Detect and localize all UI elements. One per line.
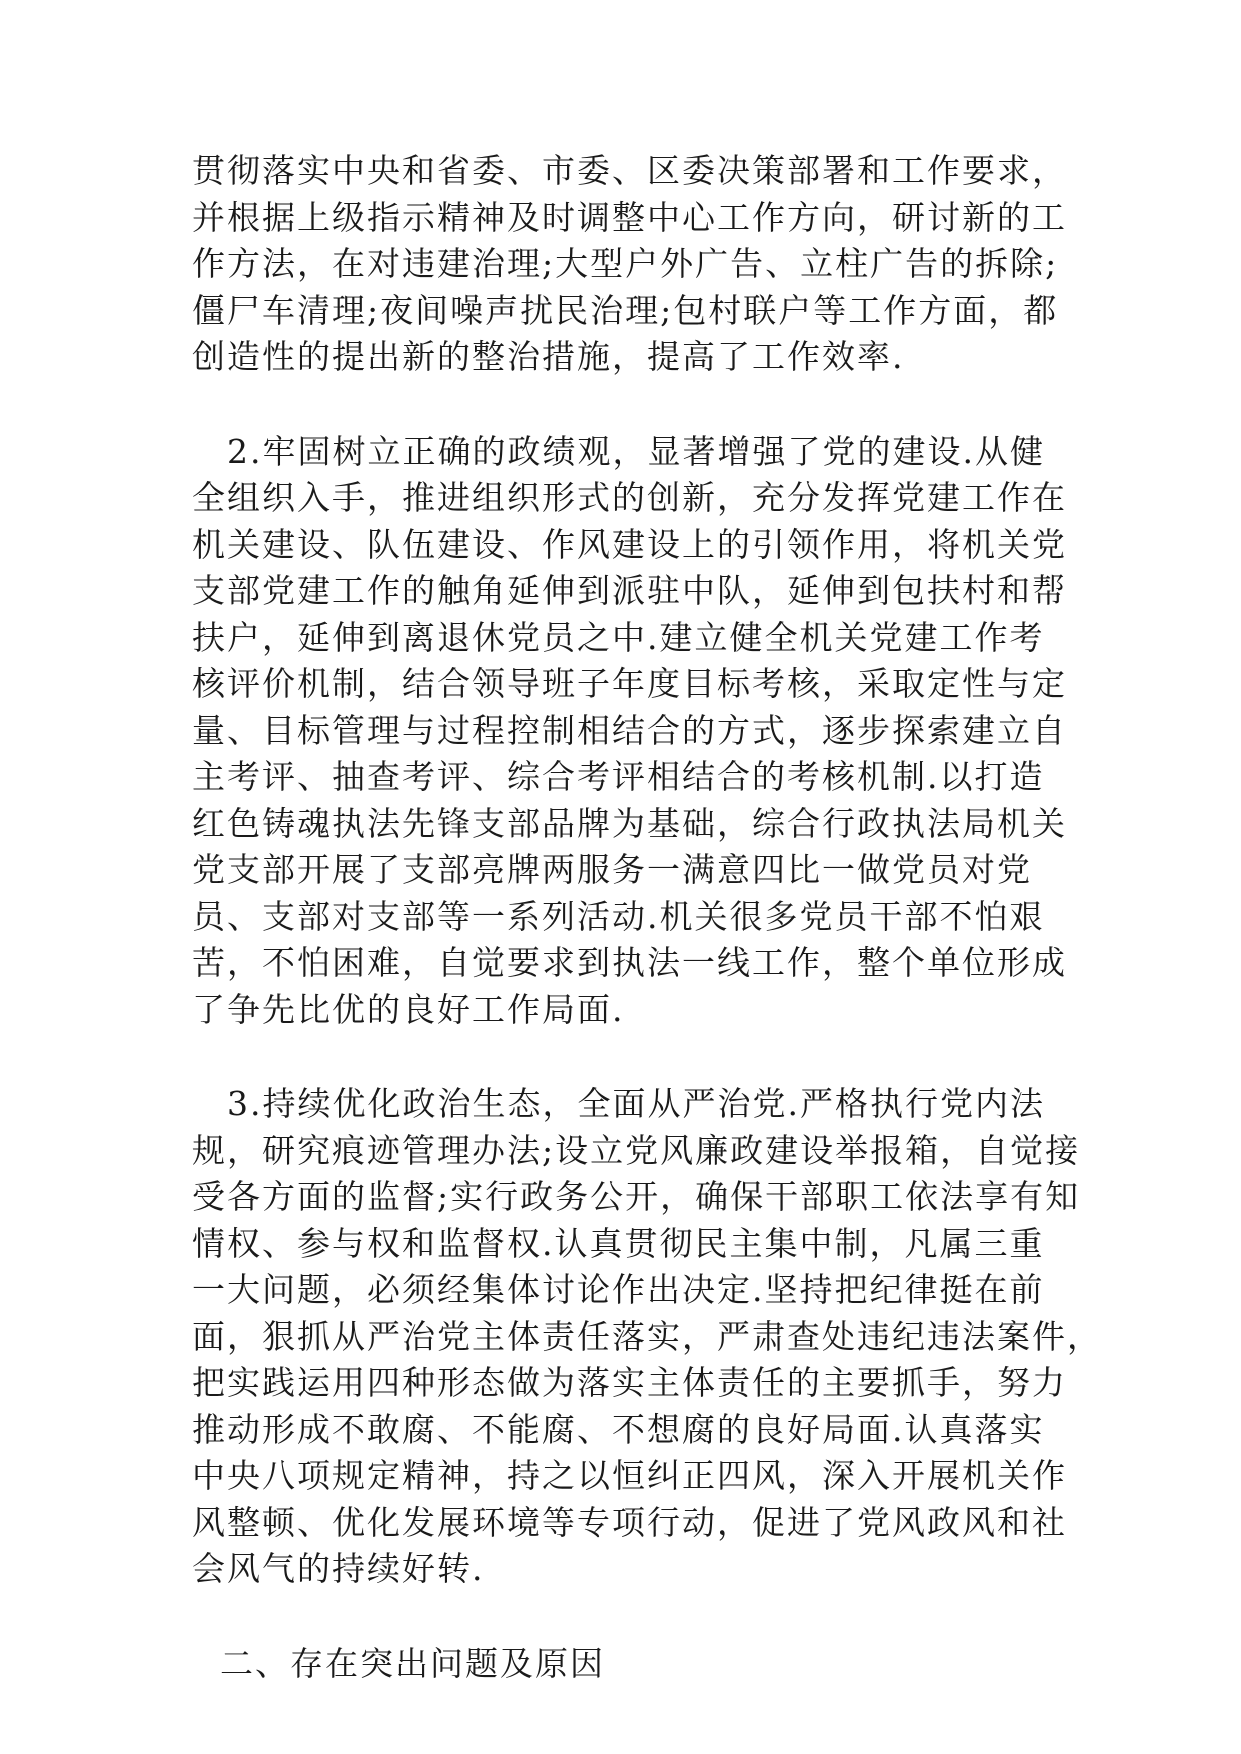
text-line: 员、支部对支部等一系列活动.机关很多党员干部不怕艰 (192, 896, 1045, 936)
text-line: 3.持续优化政治生态，全面从严治党.严格执行党内法 (192, 1084, 1045, 1123)
text-line: 机关建设、队伍建设、作风建设上的引领作用，将机关党 (192, 524, 1067, 564)
text-line: 党支部开展了支部亮牌两服务一满意四比一做党员对党 (192, 850, 1032, 889)
text-line: 作方法，在对违建治理;大型户外广告、立柱广告的拆除; (192, 244, 1059, 283)
text-line: 受各方面的监督;实行政务公开，确保干部职工依法享有知 (192, 1177, 1081, 1216)
text-line: 扶户，延伸到离退休党员之中.建立健全机关党建工作考 (192, 617, 1045, 657)
paragraph-2 (192, 429, 1067, 1034)
text-line: 了争先比优的良好工作局面. (192, 989, 625, 1029)
text-line: 风整顿、优化发展环境等专项行动，促进了党风政风和社 (192, 1502, 1067, 1542)
text-line: 苦，不怕困难，自觉要求到执法一线工作，整个单位形成 (192, 943, 1067, 982)
section-heading: 二、存在突出问题及原因 (220, 1643, 605, 1683)
document-body (192, 148, 1102, 1687)
text-line: 并根据上级指示精神及时调整中心工作方向，研讨新的工 (192, 197, 1067, 237)
text-line: 把实践运用四种形态做为落实主体责任的主要抓手，努力 (192, 1363, 1067, 1402)
text-line: 推动形成不敢腐、不能腐、不想腐的良好局面.认真落实 (192, 1409, 1045, 1449)
text-line: 一大问题，必须经集体讨论作出决定.坚持把纪律挺在前 (192, 1270, 1045, 1309)
text-line: 中央八项规定精神，持之以恒纠正四风，深入开展机关作 (192, 1456, 1067, 1495)
text-line: 支部党建工作的触角延伸到派驻中队，延伸到包扶村和帮 (192, 571, 1067, 610)
text-line: 红色铸魂执法先锋支部品牌为基础，综合行政执法局机关 (192, 803, 1067, 843)
paragraph-1 (192, 148, 1067, 381)
text-line: 贯彻落实中央和省委、市委、区委决策部署和工作要求， (192, 151, 1067, 190)
text-line: 主考评、抽查考评、综合考评相结合的考核机制.以打造 (192, 757, 1045, 796)
text-line: 规，研究痕迹管理办法;设立党风廉政建设举报箱，自觉接 (192, 1130, 1081, 1170)
text-line: 情权、参与权和监督权.认真贯彻民主集中制，凡属三重 (192, 1223, 1045, 1263)
text-line: 核评价机制，结合领导班子年度目标考核，采取定性与定 (192, 664, 1067, 703)
text-line: 量、目标管理与过程控制相结合的方式，逐步探索建立自 (192, 710, 1067, 750)
text-line: 面，狠抓从严治党主体责任落实，严肃查处违纪违法案件， (192, 1316, 1102, 1356)
paragraph-3 (192, 1081, 1102, 1593)
text-line: 创造性的提出新的整治措施，提高了工作效率. (192, 337, 905, 376)
text-line: 全组织入手，推进组织形式的创新，充分发挥党建工作在 (192, 478, 1067, 517)
text-line: 2.牢固树立正确的政绩观，显著增强了党的建设.从健 (192, 431, 1045, 471)
text-line: 僵尸车清理;夜间噪声扰民治理;包村联户等工作方面，都 (192, 290, 1059, 330)
text-line: 会风气的持续好转. (192, 1549, 485, 1588)
